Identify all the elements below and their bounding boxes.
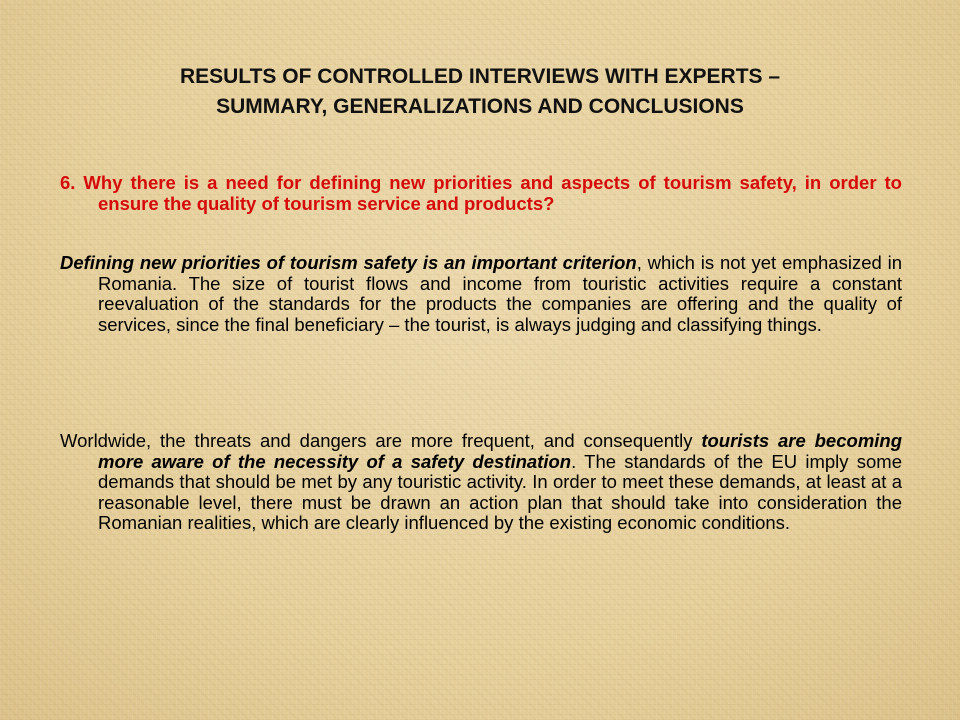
paragraph-2-text xyxy=(60,431,902,534)
paragraph-2-emphasis: tourists are becoming more aware of the necessity of a safety destination xyxy=(98,430,903,472)
paragraph-1-emphasis: Defining new priorities of tourism safety is an important criterion xyxy=(60,252,637,273)
slide-title-line-2: SUMMARY, GENERALIZATIONS AND CONCLUSIONS xyxy=(216,95,744,118)
question-text: 6. Why there is a need for defining new priorities and aspects of tourism safety, in order to ensure the quality of tourism service and products? xyxy=(60,172,902,214)
paragraph-2-rest: . The standards of the EU imply some demands that should be met by any touristic activity. In order to meet these demands, at least at a reasonable level, there must be drawn an action plan that should take into consideration the Romanian realities, which are clearly influenced by the existing economic conditions. xyxy=(98,450,902,533)
paragraph-1-text xyxy=(60,253,902,335)
slide-title-line-1: RESULTS OF CONTROLLED INTERVIEWS WITH EXPERTS – xyxy=(179,65,781,88)
slide-title xyxy=(60,62,900,122)
paragraph-1-rest: , which is not yet emphasized in Romania. The size of tourist flows and income from touristic activities require a constant reevaluation of the standards for the products the companies are offering and the quality of services, since the final beneficiary – the tourist, is always judging and classifying things. xyxy=(98,252,902,335)
paragraph-2 xyxy=(60,431,902,534)
paragraph-2-start: Worldwide, the threats and dangers are more frequent, and consequently xyxy=(60,430,702,451)
question-block xyxy=(60,173,902,214)
paragraph-1 xyxy=(60,253,902,335)
